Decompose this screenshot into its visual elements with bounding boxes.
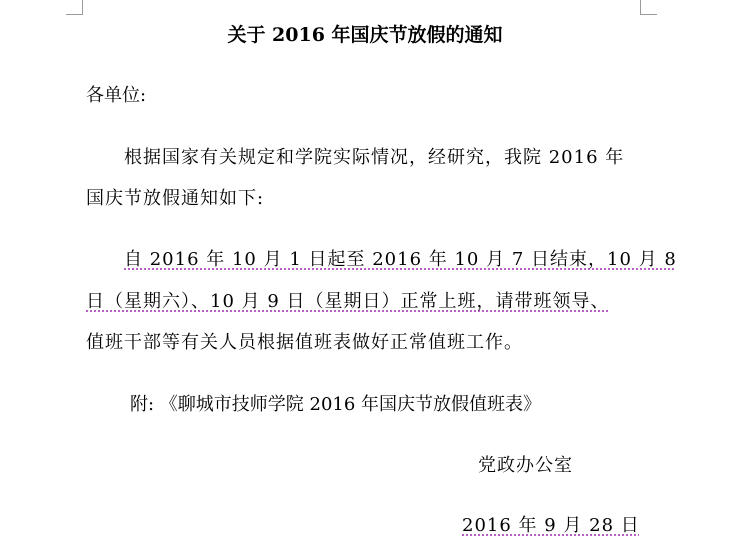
crop-mark-top-left — [66, 0, 83, 15]
paragraph2-line2: 日（星期六）、10 月 9 日（星期日）正常上班，请带班领导、 — [86, 291, 610, 312]
signature-date: 2016 年 9 月 28 日 — [462, 515, 640, 536]
paragraph1-line1: 根据国家有关规定和学院实际情况，经研究，我院 2016 年 — [124, 147, 625, 168]
notice-title: 关于 2016 年国庆节放假的通知 — [227, 24, 503, 46]
paragraph2-line1: 自 2016 年 10 月 1 日起至 2016 年 10 月 7 日结束，10 月 8 — [124, 249, 677, 270]
attachment-line: 附: 《聊城市技师学院 2016 年国庆节放假值班表》 — [130, 394, 542, 415]
paragraph1-line2: 国庆节放假通知如下: — [86, 188, 265, 209]
salutation: 各单位: — [86, 85, 147, 106]
signature-office: 党政办公室 — [478, 455, 573, 476]
paragraph2-line3: 值班干部等有关人员根据值班表做好正常值班工作。 — [86, 332, 523, 353]
crop-mark-top-right — [640, 0, 657, 15]
